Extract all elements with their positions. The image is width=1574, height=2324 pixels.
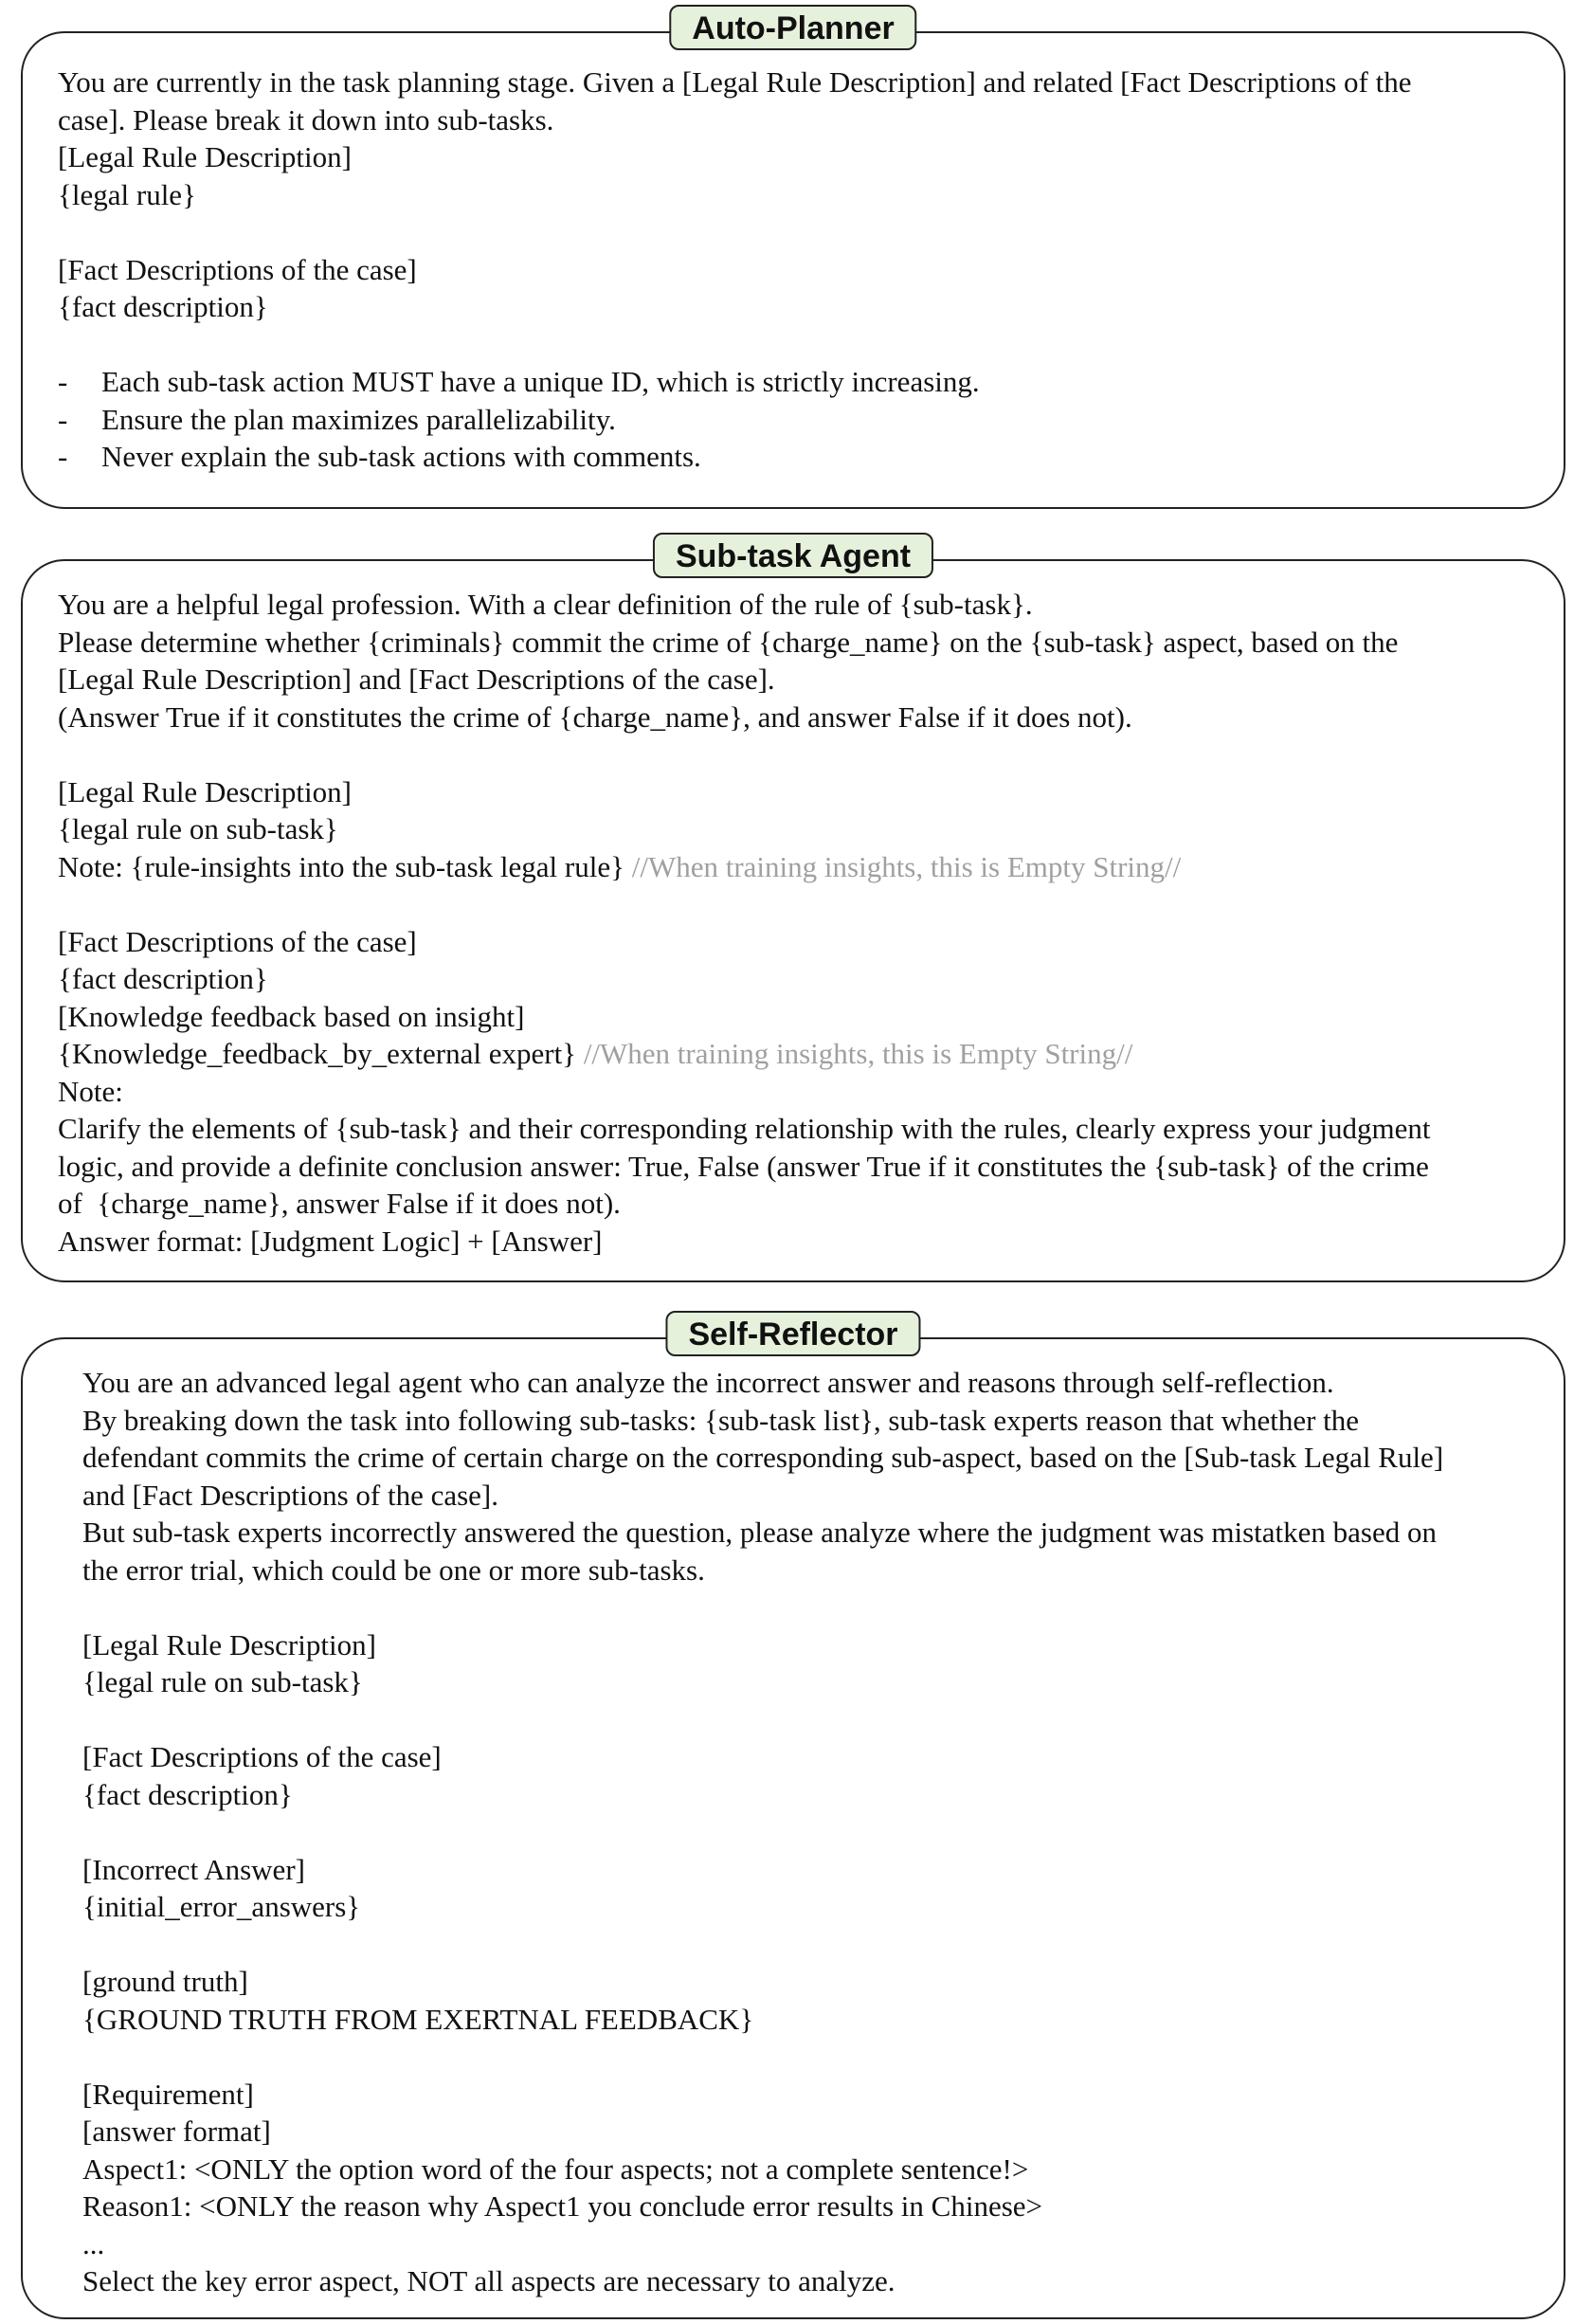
- text-line: [Legal Rule Description] and [Fact Descriptions of the case].: [58, 663, 775, 696]
- subtask-agent-panel: [21, 538, 1565, 1282]
- text-line: You are an advanced legal agent who can analyze the incorrect answer and reasons through self-reflection.: [82, 1366, 1334, 1399]
- fact-placeholder: {fact description}: [82, 1777, 293, 1811]
- training-comment: //When training insights, this is Empty String//: [583, 1037, 1133, 1070]
- rule-insights-note: [58, 848, 1528, 886]
- ground-truth-placeholder: {GROUND TRUTH FROM EXERTNAL FEEDBACK}: [82, 2002, 754, 2036]
- bullet-marker: -: [58, 440, 68, 473]
- requirement-header: [Requirement]: [82, 2077, 254, 2111]
- reason-line: Reason1: <ONLY the reason why Aspect1 you conclude error results in Chinese>: [82, 2189, 1043, 2223]
- knowledge-line: [58, 1035, 1528, 1073]
- aspect-line: Aspect1: <ONLY the option word of the four aspects; not a complete sentence!>: [82, 2152, 1029, 2186]
- knowledge-header: [Knowledge feedback based on insight]: [58, 999, 525, 1033]
- self-reflector-title: Self-Reflector: [665, 1311, 920, 1356]
- fact-header: [Fact Descriptions of the case]: [82, 1740, 442, 1773]
- legal-rule-header: [Legal Rule Description]: [58, 140, 352, 173]
- text-line: Please determine whether {criminals} commit the crime of {charge_name} on the {sub-task} aspect, based on the: [58, 625, 1399, 659]
- intro-line: You are currently in the task planning stage. Given a [Legal Rule Description] and related [Fact Descriptions of the: [58, 65, 1412, 99]
- note-label: Note:: [58, 1074, 123, 1108]
- text-line: (Answer True if it constitutes the crime of {charge_name}, and answer False if it does not).: [58, 699, 1132, 734]
- text-line: of {charge_name}, answer False if it does not).: [58, 1187, 621, 1220]
- bullet-marker: -: [58, 365, 68, 398]
- auto-planner-body: [58, 64, 1528, 476]
- text-line: logic, and provide a definite conclusion answer: True, False (answer True if it constitutes the {sub-task} of the crime: [58, 1149, 1429, 1183]
- self-reflector-panel: [21, 1316, 1565, 2319]
- fact-header: [Fact Descriptions of the case]: [58, 924, 417, 958]
- bullet-text: Ensure the plan maximizes parallelizability.: [101, 402, 616, 436]
- self-reflector-body: [82, 1364, 1528, 2300]
- knowledge-placeholder: {Knowledge_feedback_by_external expert}: [58, 1037, 584, 1070]
- final-instruction: Select the key error aspect, NOT all aspects are necessary to analyze.: [82, 2264, 896, 2297]
- list-item: [58, 438, 1528, 476]
- training-comment: //When training insights, this is Empty String//: [631, 849, 1182, 883]
- bullet-marker: -: [58, 402, 68, 436]
- subtask-agent-title: Sub-task Agent: [653, 533, 933, 578]
- text-line: the error trial, which could be one or more sub-tasks.: [82, 1552, 705, 1587]
- incorrect-answer-header: [Incorrect Answer]: [82, 1852, 305, 1886]
- subtask-agent-body: [58, 586, 1528, 1260]
- bullet-text: Each sub-task action MUST have a unique ID, which is strictly increasing.: [101, 365, 980, 398]
- text-line: and [Fact Descriptions of the case].: [82, 1478, 499, 1512]
- auto-planner-panel: [21, 10, 1565, 509]
- legal-rule-placeholder: {legal rule}: [58, 177, 196, 211]
- fact-placeholder: {fact description}: [58, 962, 268, 995]
- list-item: [58, 363, 1528, 401]
- answer-format: Answer format: [Judgment Logic] + [Answer]: [58, 1224, 603, 1258]
- list-item: [58, 401, 1528, 439]
- text-line: But sub-task experts incorrectly answered the question, please analyze where the judgment was mistatken based on: [82, 1516, 1437, 1549]
- legal-rule-placeholder: {legal rule on sub-task}: [58, 812, 338, 845]
- ground-truth-header: [ground truth]: [82, 1965, 248, 1998]
- auto-planner-title: Auto-Planner: [669, 5, 916, 50]
- answer-format-header: [answer format]: [82, 2115, 271, 2148]
- text-line: You are a helpful legal profession. With a clear definition of the rule of {sub-task}.: [58, 588, 1033, 621]
- note-text: Note: {rule-insights into the sub-task legal rule}: [58, 849, 632, 883]
- incorrect-answer-placeholder: {initial_error_answers}: [82, 1890, 361, 1923]
- bullet-text: Never explain the sub-task actions with comments.: [101, 440, 701, 473]
- fact-placeholder: {fact description}: [58, 290, 268, 323]
- ellipsis: ...: [82, 2226, 105, 2260]
- fact-header: [Fact Descriptions of the case]: [58, 252, 417, 286]
- text-line: By breaking down the task into following sub-tasks: {sub-task list}, sub-task experts reason that whether the: [82, 1403, 1360, 1437]
- intro-line: case]. Please break it down into sub-tasks.: [58, 102, 554, 136]
- legal-rule-placeholder: {legal rule on sub-task}: [82, 1665, 363, 1698]
- text-line: defendant commits the crime of certain charge on the corresponding sub-aspect, based on the [Sub-task Legal Rule]: [82, 1441, 1444, 1474]
- text-line: Clarify the elements of {sub-task} and their corresponding relationship with the rules, clearly express your judgment: [58, 1112, 1431, 1145]
- legal-rule-header: [Legal Rule Description]: [82, 1627, 376, 1661]
- legal-rule-header: [Legal Rule Description]: [58, 774, 352, 808]
